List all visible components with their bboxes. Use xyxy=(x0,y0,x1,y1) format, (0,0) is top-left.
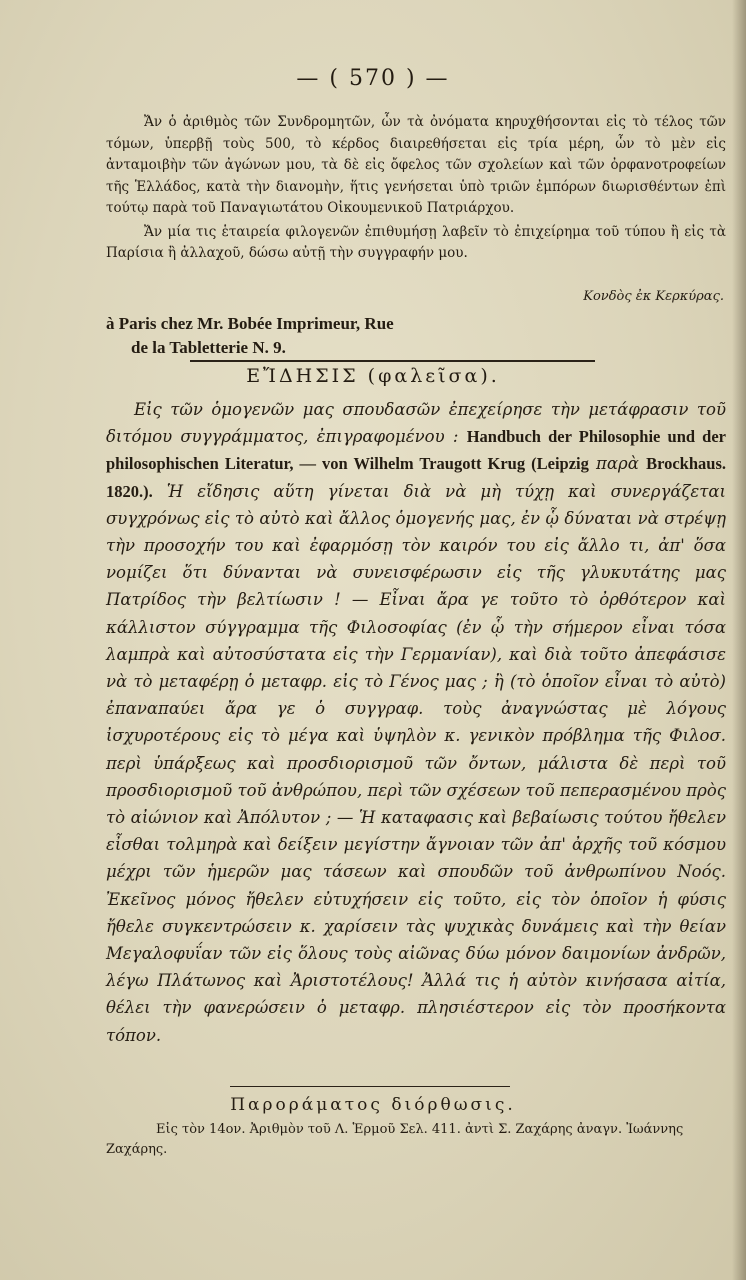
printing-offer-paragraph: Ἄν μία τις ἑταιρεία φιλογενῶν ἐπιθυμήσῃ λαβεῖν τὸ ἐπιχείρημα τοῦ τύπου ἢ εἰς τὰ Παρίσια ἢ ἀλλαχοῦ, δώσω αὐτῇ τὴν συγγραφήν μου. xyxy=(106,223,726,261)
article-connector: παρὰ xyxy=(596,454,639,474)
news-heading: ΕἼΔΗΣΙΣ (φαλεῖσα). xyxy=(246,365,500,387)
printer-imprint xyxy=(106,312,526,360)
page-edge-shadow xyxy=(732,0,746,1280)
subscription-paragraph: Ἄν ὁ ἀριθμὸς τῶν Συνδρομητῶν, ὧν τὰ ὀνόματα κηρυχθήσονται εἰς τὸ τέλος τῶν τόμων, ὑπερβῇ τοὺς 500, τὸ κέρδος διαιρεθήσεται εἰς τρία μέρη, ὧν τὸ μὲν εἰς ἀνταμοιβὴν τῶν ἀγώνων μου, τὰ δὲ εἰς ὄφελος τῶν σχολείων καὶ τῶν ὀρφανοτροφείων τῆς Ἑλλάδος, κατὰ τὴν διανομὴν, ἥτις γενήσεται ὑπὸ τριῶν ἐμπόρων διωρισθέντων ἐπὶ τούτῳ παρὰ τοῦ Παναγιωτάτου Οἰκουμενικοῦ Πατριάρχου. xyxy=(106,114,726,216)
errata-title: Παροράματος διόρθωσις. xyxy=(230,1095,516,1115)
author-signature: Κονδὸς ἐκ Κερκύρας. xyxy=(583,289,724,304)
book-title: Handbuch der Philosophie und der philosophischen Literatur, — von Wilhelm Traugott Krug (Leipzig xyxy=(106,427,727,474)
page-number: — ( 570 ) — xyxy=(296,66,450,91)
article-body: Ἡ εἴδησις αὕτη γίνεται διὰ νὰ μὴ τύχῃ καὶ συνεργάζεται συγχρόνως εἰς τὸ αὐτὸ καὶ ἄλλος ὁμογενής μας, ἐν ᾧ δύναται νὰ στρέψῃ τὴν προσοχήν του καὶ ἐφαρμόσῃ τὸν καιρόν του εἰς ἄλλο τι, ἀπ' ὅσα νομίζει ὅτι δύνανται νὰ συνεισφέρωσιν εἰς τῆς γλυκυτάτης μας Πατρίδος τὴν βελτίωσιν ! — Εἶναι ἄρα γε τοῦτο τὸ ὀρθότερον καὶ κάλλιστον σύγγραμμα τῆς Φιλοσοφίας (ἐν ᾧ τὴν σήμερον εἶναι τόσα λαμπρὰ καὶ αὐτοσύστατα εἰς τὴν Γερμανίαν), καὶ διὰ τοῦτο ἀπεφάσισε νὰ τὸ μεταφέρῃ ὁ μεταφρ. εἰς τὸ Γένος μας ; ἢ (τὸ ὁποῖον εἶναι τὸ αὐτὸ) ἐπαναπαύει ἄρα γε ὁ συγγραφ. τοὺς ἀναγνώστας μὲ λόγους ἰσχυροτέρους εἰς τὸ μέγα καὶ ὑψηλὸν κ. γενικὸν πρόβλημα τῆς Φιλοσ. περὶ ὑπάρξεως καὶ προσδιορισμοῦ τῶν ὄντων, μάλιστα δὲ περὶ τοῦ προσδιορισμοῦ τοῦ ἀνθρώπου, περὶ τῶν σχέσεων τοῦ πεπερασμένου πρὸς τὸ αἰώνιον καὶ Ἀπόλυτον ; — Ἡ καταφασις καὶ βεβαίωσις τούτου ἤθελεν εἶσθαι τολμηρὰ καὶ δείξειν μεγίστην ἄγνοιαν τῶν ἀπ' ἀρχῆς τοῦ κόσμου μέχρι τῶν ἡμερῶν μας τάσεων καὶ σπουδῶν τοῦ ἀνθρωπίνου Νοός. Ἐκεῖνος μόνος ἤθελεν εὐτυχήσειν εἰς τοῦτο, εἰς τὸν ὁποῖον ἡ φύσις ἤθελε συγκεντρώσειν κ. χαρίσειν τὰς ψυχικὰς δυνάμεις καὶ τὴν θείαν Μεγαλοφυΐαν τῶν εἰς ὅλους τοὺς αἰῶνας δύω μόνον δαιμονίων ἀνδρῶν, λέγω Πλάτωνος καὶ Ἀριστοτέλους! Ἀλλά τις ἡ αὐτὸν κινήσασα αἰτία, θέλει τὴν φανερώσειν ὁ μεταφρ. πλησιέστερον εἰς τὸν προσήκοντα τόπον. xyxy=(106,481,726,1045)
section-divider xyxy=(190,360,595,362)
errata-note xyxy=(106,1120,726,1160)
errata-divider xyxy=(230,1086,510,1087)
subscription-note xyxy=(106,112,726,265)
errata-text: Εἰς τὸν 14ον. Ἀριθμὸν τοῦ Λ. Ἑρμοῦ Σελ. 411. ἀντὶ Σ. Ζαχάρης ἀναγν. Ἰωάννης Ζαχάρης. xyxy=(106,1122,684,1157)
imprint-line-1: à Paris chez Mr. Bobée Imprimeur, Rue xyxy=(106,314,394,333)
news-article xyxy=(106,396,726,1049)
article-intro: Εἰς τῶν ὁμογενῶν μας σπουδασῶν ἐπεχείρησε τὴν μετάφρασιν τοῦ διτόμου συγγράμματος, ἐπιγραφομένου : xyxy=(106,400,726,447)
book-publisher: Brockhaus. 1820.). xyxy=(106,454,726,501)
imprint-line-2: de la Tabletterie N. 9. xyxy=(131,338,286,357)
